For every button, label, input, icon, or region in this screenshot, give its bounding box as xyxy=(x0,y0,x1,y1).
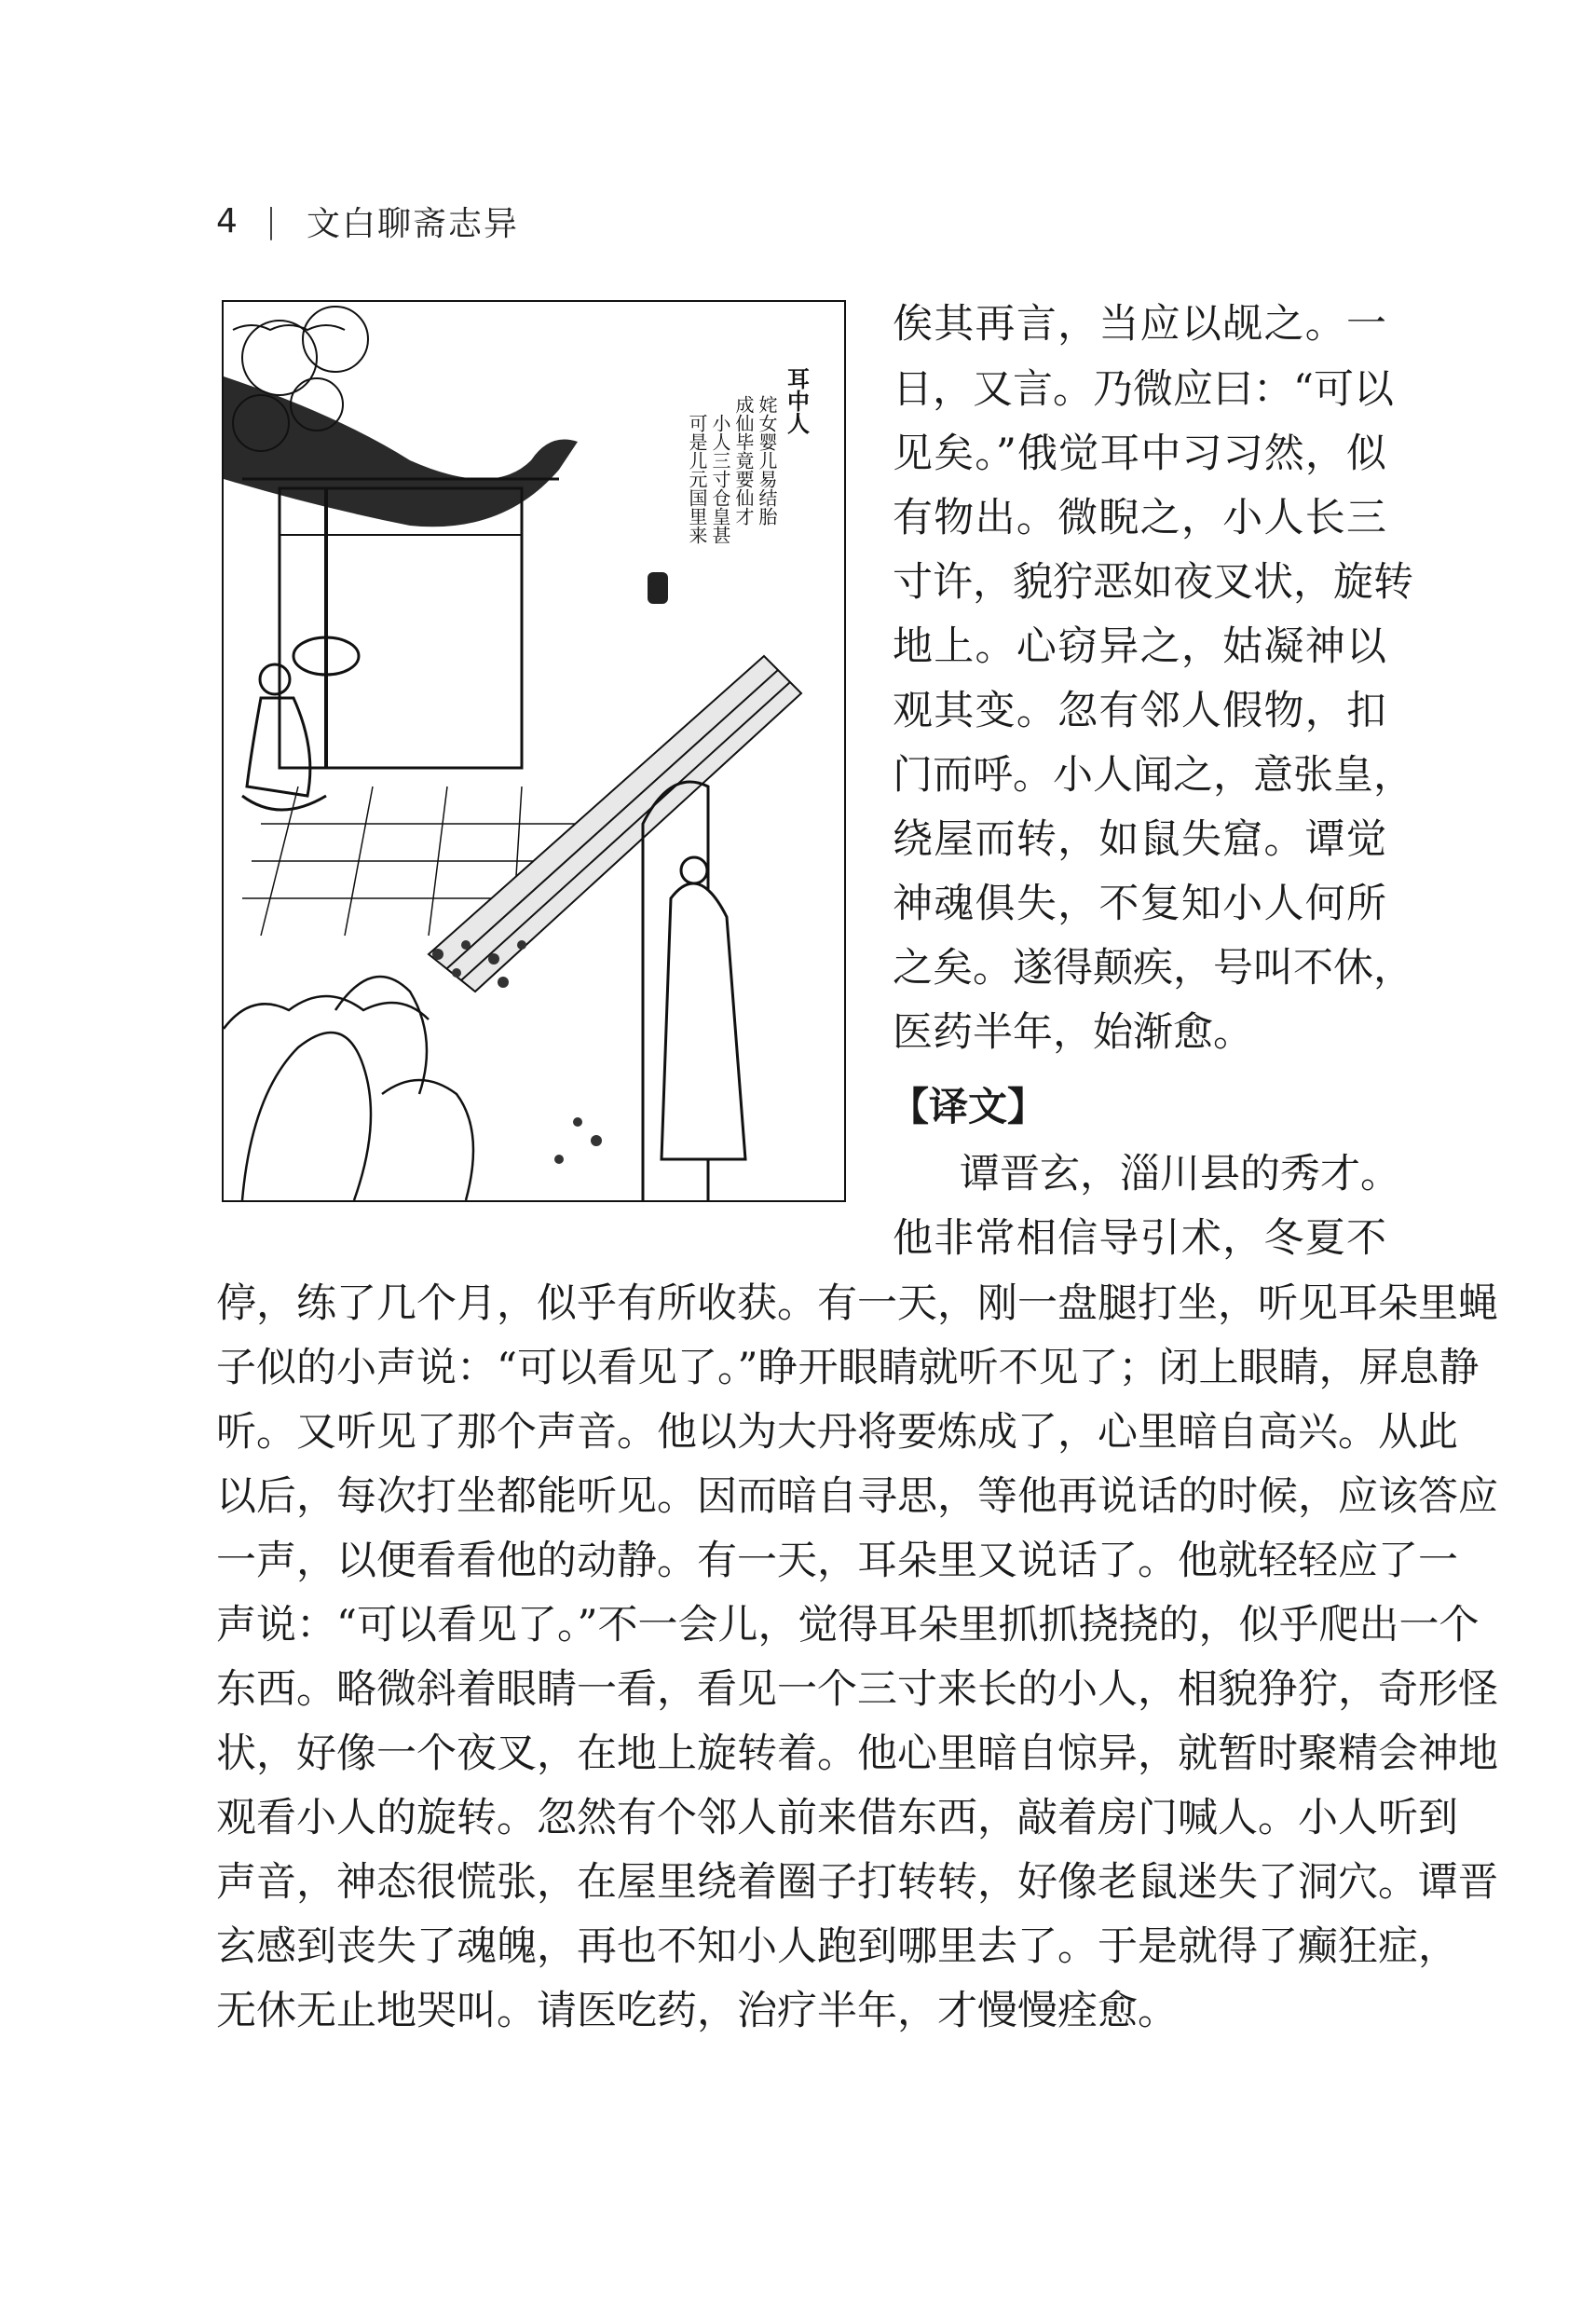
translation-line: 观看小人的旋转。忽然有个邻人前来借东西，敲着房门喊人。小人听到 xyxy=(216,1795,1458,1841)
translation-line: 听。又听见了那个声音。他以为大丹将要炼成了，心里暗自高兴。从此 xyxy=(216,1409,1458,1456)
page-number: 4 xyxy=(216,201,238,240)
translation-line: 声音，神态很慌张，在屋里绕着圈子打转转，好像老鼠迷失了洞穴。谭晋 xyxy=(216,1859,1498,1906)
translation-line: 停，练了几个月，似乎有所收获。有一天，刚一盘腿打坐，听见耳朵里蝇 xyxy=(216,1280,1498,1327)
original-line: 之矣。遂得颠疾，号叫不休， xyxy=(893,945,1413,992)
room-wall xyxy=(280,488,522,768)
seal-icon xyxy=(648,572,668,604)
inscription xyxy=(648,367,811,604)
original-line: 日，又言。乃微应曰：“可以 xyxy=(893,366,1394,413)
original-line: 观其变。忽有邻人假物，扣 xyxy=(893,688,1386,734)
inscription-line: 可是儿元国里来 xyxy=(686,414,708,544)
translation-line: 一声，以便看看他的动静。有一天，耳朵里又说话了。他就轻轻应了一 xyxy=(216,1538,1458,1584)
inscription-line: 姹女婴儿易结胎 xyxy=(756,395,778,526)
illustration-title: 耳中人 xyxy=(783,367,811,434)
original-line: 绕屋而转，如鼠失窟。谭觉 xyxy=(893,816,1386,863)
seated-scholar xyxy=(242,637,359,810)
header-separator: | xyxy=(265,201,278,240)
original-line: 门而呼。小人闻之，意张皇， xyxy=(893,752,1413,799)
book-title: 文白聊斋志异 xyxy=(307,204,520,243)
inscription-line: 成仙毕竟要仙才 xyxy=(732,395,755,526)
original-line: 有物出。微睨之，小人长三 xyxy=(893,495,1386,541)
translation-line: 他非常相信导引术，冬夏不 xyxy=(893,1215,1386,1262)
inscription-line: 小人三寸仓皇甚 xyxy=(709,414,731,544)
translation-line: 东西。略微斜着眼睛一看，看见一个三寸来长的小人，相貌狰狞，奇形怪 xyxy=(216,1666,1498,1713)
running-header xyxy=(216,198,519,244)
original-line: 寸许，貌狞恶如夜叉状，旋转 xyxy=(893,559,1413,606)
shrub-dots xyxy=(432,940,602,1164)
original-line: 神魂俱失，不复知小人何所 xyxy=(893,881,1386,927)
translation-line: 谭晋玄，淄川县的秀才。 xyxy=(960,1151,1400,1197)
original-line: 俟其再言，当应以觇之。一 xyxy=(893,301,1386,348)
translation-line: 状，好像一个夜叉，在地上旋转着。他心里暗自惊异，就暂时聚精会神地 xyxy=(216,1731,1498,1777)
original-line: 医药半年，始渐愈。 xyxy=(893,1009,1253,1056)
translation-heading: 【译文】 xyxy=(890,1084,1047,1129)
illustration-drawing xyxy=(224,302,844,1200)
illustration xyxy=(222,300,846,1202)
translation-line: 无休无止地哭叫。请医吃药，治疗半年，才慢慢痊愈。 xyxy=(216,1988,1178,2034)
translation-line: 子似的小声说：“可以看见了。”睁开眼睛就听不见了；闭上眼睛，屏息静 xyxy=(216,1345,1480,1391)
translation-line: 玄感到丧失了魂魄，再也不知小人跑到哪里去了。于是就得了癫狂症， xyxy=(216,1923,1458,1970)
translation-line: 以后，每次打坐都能听见。因而暗自寻思，等他再说话的时候，应该答应 xyxy=(216,1473,1498,1520)
original-line: 地上。心窃异之，姑凝神以 xyxy=(893,623,1386,670)
doorway xyxy=(643,782,745,1200)
translation-line: 声说：“可以看见了。”不一会儿，觉得耳朵里抓抓挠挠的，似乎爬出一个 xyxy=(216,1602,1480,1648)
original-line: 见矣。”俄觉耳中习习然，似 xyxy=(893,431,1386,477)
garden-rocks xyxy=(224,977,473,1200)
